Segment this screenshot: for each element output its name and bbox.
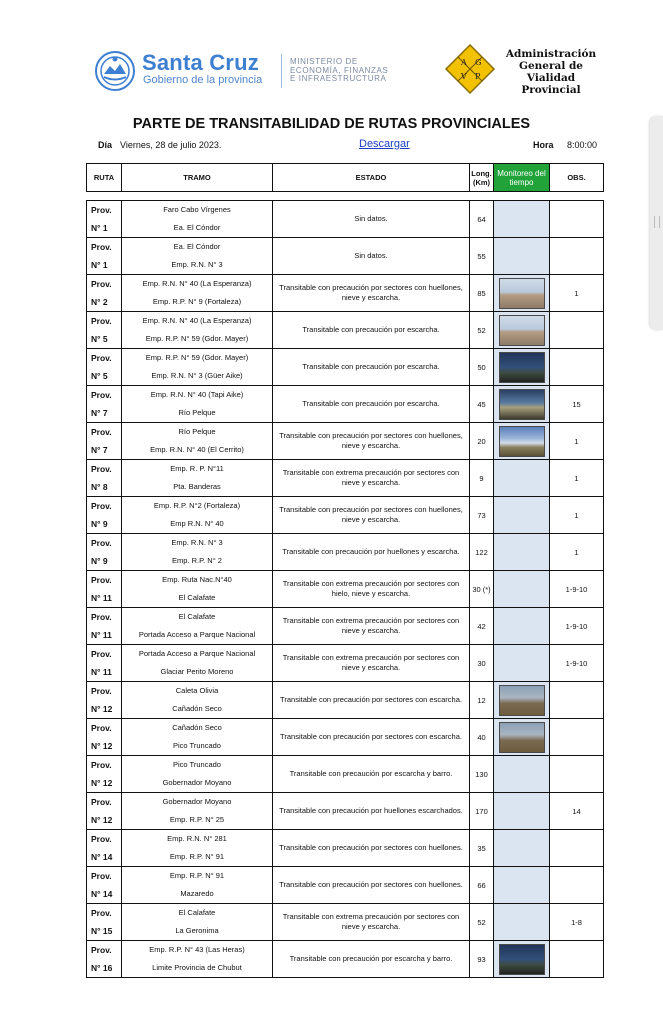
segment-cell: Emp. R.P. N° 59 (Gdor. Mayer) Emp. R.N. N° 3 (Güer Aike) <box>122 349 273 386</box>
obs-cell <box>550 867 604 904</box>
obs-cell <box>550 312 604 349</box>
col-obs: OBS. <box>550 164 604 192</box>
segment-cell: Pico Truncado Gobernador Moyano <box>122 756 273 793</box>
status-cell: Transitable con precaución por sectores con huellones, nieve y escarcha. <box>273 497 470 534</box>
status-cell: Transitable con extrema precaución por sectores con nieve y escarcha. <box>273 460 470 497</box>
status-cell: Transitable con extrema precaución por sectores con nieve y escarcha. <box>273 608 470 645</box>
weather-cam-cell <box>494 608 550 645</box>
weather-cam-cell <box>494 386 550 423</box>
segment-cell: Emp. R.N. N° 40 (La Esperanza) Emp. R.P. N° 9 (Fortaleza) <box>122 275 273 312</box>
segment-cell: El Calafate Portada Acceso a Parque Nacional <box>122 608 273 645</box>
route-cell: Prov. N° 12 <box>87 719 122 756</box>
weather-camera-thumbnail[interactable] <box>499 389 545 420</box>
status-cell: Transitable con precaución por sectores con escarcha. <box>273 719 470 756</box>
segment-cell: Emp. R.P. N° 91 Mazaredo <box>122 867 273 904</box>
obs-cell <box>550 682 604 719</box>
table-row <box>87 904 604 941</box>
status-cell: Transitable con precaución por sectores con huellones. <box>273 830 470 867</box>
route-cell: Prov. N° 9 <box>87 497 122 534</box>
obs-cell: 14 <box>550 793 604 830</box>
segment-cell: Faro Cabo Vírgenes Ea. El Cóndor <box>122 201 273 238</box>
table-row <box>87 941 604 978</box>
weather-cam-cell <box>494 460 550 497</box>
status-cell: Sin datos. <box>273 238 470 275</box>
weather-cam-cell <box>494 682 550 719</box>
weather-camera-thumbnail[interactable] <box>499 278 545 309</box>
col-monitoreo: Monitoreo del tiempo <box>494 164 550 192</box>
status-cell: Transitable con precaución por escarcha. <box>273 386 470 423</box>
length-cell: 45 <box>470 386 494 423</box>
status-cell: Transitable con precaución por sectores con escarcha. <box>273 682 470 719</box>
route-cell: Prov. N° 5 <box>87 312 122 349</box>
weather-cam-cell <box>494 867 550 904</box>
length-cell: 55 <box>470 238 494 275</box>
length-cell: 40 <box>470 719 494 756</box>
segment-cell: Caleta Olivia Cañadón Seco <box>122 682 273 719</box>
agvp-title: Administración General de Vialidad Provincial <box>505 48 597 96</box>
table-row <box>87 867 604 904</box>
segment-cell: Emp. R.P. N°2 (Fortaleza) Emp R.N. N° 40 <box>122 497 273 534</box>
weather-cam-cell <box>494 238 550 275</box>
weather-cam-cell <box>494 830 550 867</box>
svg-text:A: A <box>461 58 467 67</box>
report-title: PARTE DE TRANSITABILIDAD DE RUTAS PROVINCIALES <box>132 116 531 132</box>
length-cell: 170 <box>470 793 494 830</box>
obs-cell: 1-9-10 <box>550 608 604 645</box>
route-cell: Prov. N° 8 <box>87 460 122 497</box>
length-cell: 42 <box>470 608 494 645</box>
length-cell: 122 <box>470 534 494 571</box>
length-cell: 9 <box>470 460 494 497</box>
route-cell: Prov. N° 7 <box>87 423 122 460</box>
route-cell: Prov. N° 12 <box>87 682 122 719</box>
obs-cell <box>550 238 604 275</box>
brand-subtitle: Gobierno de la provincia <box>143 74 263 86</box>
weather-cam-cell <box>494 904 550 941</box>
segment-cell: Ea. El Cóndor Emp. R.N. N° 3 <box>122 238 273 275</box>
weather-cam-cell <box>494 497 550 534</box>
table-row <box>87 423 604 460</box>
col-long: Long. (Km) <box>470 164 494 192</box>
segment-cell: Cañadón Seco Pico Truncado <box>122 719 273 756</box>
length-cell: 52 <box>470 904 494 941</box>
weather-camera-thumbnail[interactable] <box>499 426 545 457</box>
obs-cell: 1-9-10 <box>550 571 604 608</box>
download-link[interactable]: Descargar <box>359 138 410 150</box>
obs-cell <box>550 719 604 756</box>
table-row <box>87 830 604 867</box>
table-row <box>87 460 604 497</box>
brand-divider <box>281 54 282 88</box>
status-cell: Transitable con precaución por escarcha y barro. <box>273 756 470 793</box>
weather-cam-cell <box>494 349 550 386</box>
route-cell: Prov. N° 1 <box>87 238 122 275</box>
side-panel-handle[interactable] <box>650 116 663 330</box>
route-cell: Prov. N° 9 <box>87 534 122 571</box>
status-cell: Transitable con extrema precaución por sectores con nieve y escarcha. <box>273 645 470 682</box>
weather-cam-cell <box>494 756 550 793</box>
table-row <box>87 608 604 645</box>
segment-cell: Emp. R. P. N°11 Pta. Banderas <box>122 460 273 497</box>
status-cell: Transitable con precaución por escarcha y barro. <box>273 941 470 978</box>
segment-cell: Portada Acceso a Parque Nacional Glaciar Perito Moreno <box>122 645 273 682</box>
route-cell: Prov. N° 1 <box>87 201 122 238</box>
table-row <box>87 312 604 349</box>
weather-camera-thumbnail[interactable] <box>499 685 545 716</box>
obs-cell: 1 <box>550 275 604 312</box>
weather-cam-cell <box>494 534 550 571</box>
status-cell: Transitable con precaución por huellones y escarcha. <box>273 534 470 571</box>
length-cell: 85 <box>470 275 494 312</box>
time-label: Hora <box>533 140 554 150</box>
table-row <box>87 645 604 682</box>
weather-cam-cell <box>494 312 550 349</box>
route-cell: Prov. N° 16 <box>87 941 122 978</box>
route-cell: Prov. N° 11 <box>87 608 122 645</box>
report-time: 8:00:00 <box>567 140 598 150</box>
segment-cell: Emp. R.N. N° 281 Emp. R.P. N° 91 <box>122 830 273 867</box>
status-cell: Transitable con extrema precaución por sectores con nieve y escarcha. <box>273 904 470 941</box>
col-estado: ESTADO <box>273 164 470 192</box>
weather-cam-cell <box>494 201 550 238</box>
svg-text:V: V <box>461 72 467 81</box>
table-row <box>87 682 604 719</box>
route-cell: Prov. N° 11 <box>87 571 122 608</box>
route-cell: Prov. N° 12 <box>87 793 122 830</box>
obs-cell <box>550 941 604 978</box>
status-cell: Sin datos. <box>273 201 470 238</box>
segment-cell: Emp. R.N. N° 3 Emp. R.P. N° 2 <box>122 534 273 571</box>
table-row <box>87 497 604 534</box>
table-row <box>87 238 604 275</box>
length-cell: 50 <box>470 349 494 386</box>
obs-cell <box>550 349 604 386</box>
segment-cell: Emp. R.N. N° 40 (La Esperanza) Emp. R.P. N° 59 (Gdor. Mayer) <box>122 312 273 349</box>
segment-cell: Emp. R.N. N° 40 (Tapi Aike) Río Pelque <box>122 386 273 423</box>
table-row <box>87 349 604 386</box>
length-cell: 130 <box>470 756 494 793</box>
route-cell: Prov. N° 14 <box>87 830 122 867</box>
route-cell: Prov. N° 5 <box>87 349 122 386</box>
route-cell: Prov. N° 7 <box>87 386 122 423</box>
report-date: Viernes, 28 de julio 2023. <box>120 140 222 150</box>
weather-cam-cell <box>494 571 550 608</box>
obs-cell: 1-8 <box>550 904 604 941</box>
obs-cell: 1 <box>550 497 604 534</box>
grip-icon <box>654 216 660 228</box>
svg-text:P: P <box>475 72 481 81</box>
segment-cell: Emp. R.P. N° 43 (Las Heras) Limite Provincia de Chubut <box>122 941 273 978</box>
weather-cam-cell <box>494 645 550 682</box>
length-cell: 64 <box>470 201 494 238</box>
agvp-logo-icon <box>444 43 496 95</box>
obs-cell <box>550 830 604 867</box>
obs-cell: 1 <box>550 534 604 571</box>
weather-camera-thumbnail[interactable] <box>499 944 545 975</box>
svg-text:G: G <box>475 58 482 67</box>
brand-name: Santa Cruz <box>142 50 259 75</box>
length-cell: 66 <box>470 867 494 904</box>
col-ruta: RUTA <box>87 164 122 192</box>
status-cell: Transitable con precaución por sectores con huellones. <box>273 867 470 904</box>
status-cell: Transitable con precaución por huellones escarchados. <box>273 793 470 830</box>
status-cell: Transitable con extrema precaución por sectores con hielo, nieve y escarcha. <box>273 571 470 608</box>
santa-cruz-emblem-icon <box>94 50 136 92</box>
length-cell: 20 <box>470 423 494 460</box>
status-cell: Transitable con precaución por sectores con huellones, nieve y escarcha. <box>273 423 470 460</box>
table-row <box>87 534 604 571</box>
obs-cell: 1 <box>550 423 604 460</box>
route-cell: Prov. N° 2 <box>87 275 122 312</box>
table-row <box>87 793 604 830</box>
obs-cell: 1 <box>550 460 604 497</box>
weather-cam-cell <box>494 793 550 830</box>
page-header <box>0 38 663 98</box>
length-cell: 35 <box>470 830 494 867</box>
column-header-row <box>86 163 604 192</box>
table-row <box>87 571 604 608</box>
status-cell: Transitable con precaución por escarcha. <box>273 349 470 386</box>
obs-cell: 1-9-10 <box>550 645 604 682</box>
table-row <box>87 275 604 312</box>
ministry-text: MINISTERIO DE ECONOMÍA, FINANZAS E INFRAESTRUCTURA <box>290 57 389 83</box>
weather-cam-cell <box>494 941 550 978</box>
table-row <box>87 386 604 423</box>
length-cell: 30 (*) <box>470 571 494 608</box>
day-label: Día <box>98 140 113 150</box>
table-row <box>87 201 604 238</box>
segment-cell: Gobernador Moyano Emp. R.P. N° 25 <box>122 793 273 830</box>
segment-cell: El Calafate La Geronima <box>122 904 273 941</box>
table-row <box>87 719 604 756</box>
weather-cam-cell <box>494 719 550 756</box>
length-cell: 93 <box>470 941 494 978</box>
col-tramo: TRAMO <box>122 164 273 192</box>
weather-cam-cell <box>494 423 550 460</box>
obs-cell <box>550 756 604 793</box>
length-cell: 30 <box>470 645 494 682</box>
obs-cell: 15 <box>550 386 604 423</box>
route-cell: Prov. N° 12 <box>87 756 122 793</box>
obs-cell <box>550 201 604 238</box>
length-cell: 73 <box>470 497 494 534</box>
length-cell: 52 <box>470 312 494 349</box>
weather-camera-thumbnail[interactable] <box>499 315 545 346</box>
weather-cam-cell <box>494 275 550 312</box>
table-row <box>87 756 604 793</box>
weather-camera-thumbnail[interactable] <box>499 722 545 753</box>
length-cell: 12 <box>470 682 494 719</box>
segment-cell: Emp. Ruta Nac.N°40 El Calafate <box>122 571 273 608</box>
route-cell: Prov. N° 14 <box>87 867 122 904</box>
routes-table <box>86 200 604 978</box>
route-cell: Prov. N° 11 <box>87 645 122 682</box>
weather-camera-thumbnail[interactable] <box>499 352 545 383</box>
status-cell: Transitable con precaución por escarcha. <box>273 312 470 349</box>
status-cell: Transitable con precaución por sectores con huellones, nieve y escarcha. <box>273 275 470 312</box>
segment-cell: Río Pelque Emp. R.N. N° 40 (El Cerrito) <box>122 423 273 460</box>
route-cell: Prov. N° 15 <box>87 904 122 941</box>
